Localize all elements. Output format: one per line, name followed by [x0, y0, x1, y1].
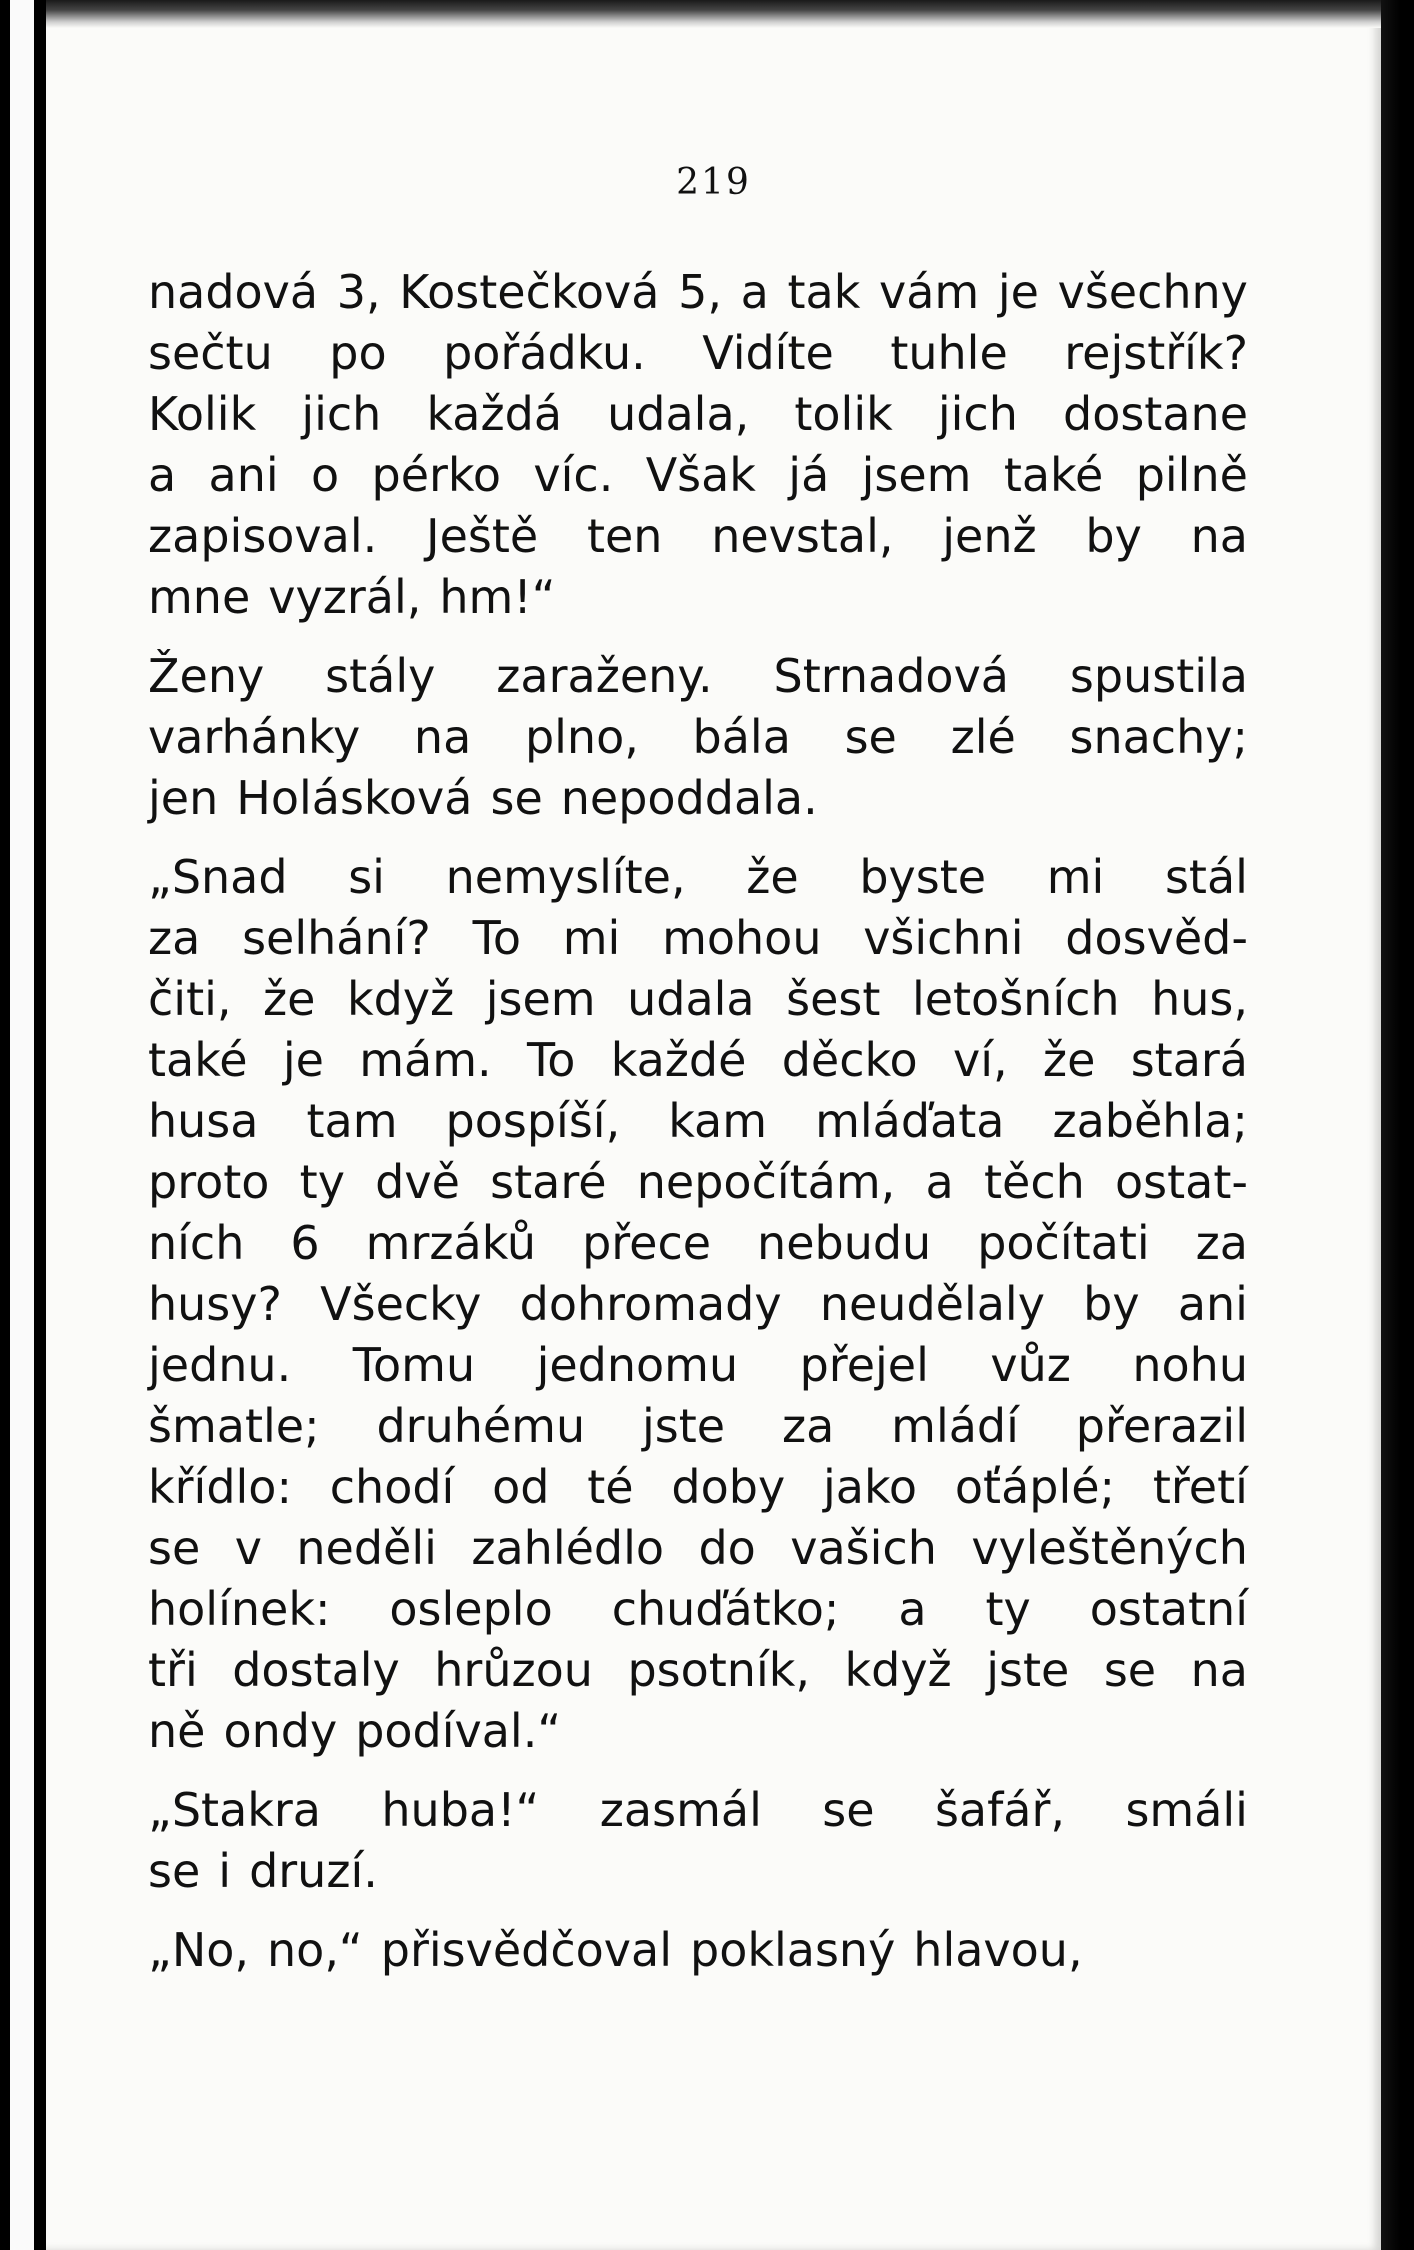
word: chuďátko; — [611, 1582, 840, 1636]
word: Kostečková — [399, 265, 660, 319]
text-line — [148, 1701, 1248, 1762]
word: i — [218, 1844, 232, 1898]
word: doby — [671, 1460, 786, 1514]
word: „No, — [148, 1923, 250, 1977]
word: každé — [610, 1033, 747, 1087]
word: pilně — [1135, 448, 1248, 502]
word: čiti, — [148, 972, 232, 1026]
word: sečtu — [148, 326, 273, 380]
word: na — [413, 710, 472, 764]
text-line — [148, 1457, 1248, 1518]
word: kam — [668, 1094, 768, 1148]
word: ty — [985, 1582, 1031, 1636]
word: a — [925, 1155, 954, 1209]
word: že — [746, 850, 799, 904]
word: všechny — [1057, 265, 1248, 319]
word: Ještě — [426, 509, 539, 563]
word: ty — [299, 1155, 345, 1209]
text-line — [148, 969, 1248, 1030]
word: také — [148, 1033, 248, 1087]
word: osleplo — [389, 1582, 553, 1636]
word: varhánky — [148, 710, 361, 764]
word: a — [148, 448, 177, 502]
word: hlavou, — [913, 1923, 1083, 1977]
word: udala, — [607, 387, 750, 441]
word: když — [844, 1643, 952, 1697]
word: ně — [148, 1704, 206, 1758]
word: jich — [301, 387, 382, 441]
word: byste — [859, 850, 987, 904]
word: by — [1083, 1277, 1140, 1331]
word: Vidíte — [702, 326, 834, 380]
word: holínek: — [148, 1582, 331, 1636]
word: tam — [306, 1094, 398, 1148]
word: křídlo: — [148, 1460, 292, 1514]
word: zlé — [950, 710, 1016, 764]
word: vyzrál, — [268, 570, 422, 624]
word: vašich — [790, 1521, 937, 1575]
word: přerazil — [1075, 1399, 1248, 1453]
text-line — [148, 262, 1248, 323]
word: zaběhla; — [1052, 1094, 1248, 1148]
word: za — [1195, 1216, 1248, 1270]
word: dosvěd- — [1065, 911, 1248, 965]
word: ten — [586, 509, 663, 563]
scan-top-edge — [46, 0, 1381, 28]
text-line — [148, 445, 1248, 506]
word: mi — [1046, 850, 1105, 904]
word: mohou — [662, 911, 822, 965]
paragraph — [148, 262, 1248, 628]
word: psotník, — [627, 1643, 810, 1697]
word: když — [347, 972, 455, 1026]
word: je — [997, 265, 1039, 319]
word: od — [492, 1460, 550, 1514]
scan-left-edge — [0, 0, 50, 2250]
word: nadová — [148, 265, 319, 319]
word: všichni — [863, 911, 1024, 965]
word: ondy — [223, 1704, 338, 1758]
word: na — [1190, 509, 1248, 563]
word: já — [788, 448, 830, 502]
paragraph — [148, 1920, 1248, 1981]
word: jen — [148, 771, 219, 825]
paragraph — [148, 1780, 1248, 1902]
text-line — [148, 847, 1248, 908]
word: stará — [1130, 1033, 1248, 1087]
word: počítati — [977, 1216, 1150, 1270]
text-line — [148, 1213, 1248, 1274]
word: jednomu — [536, 1338, 739, 1392]
word: jsem — [861, 448, 972, 502]
word: se — [490, 771, 543, 825]
text-line — [148, 1152, 1248, 1213]
word: se — [822, 1783, 875, 1837]
word: že — [1042, 1033, 1096, 1087]
word: přece — [582, 1216, 712, 1270]
word: ostatní — [1089, 1582, 1248, 1636]
word: přisvědčoval — [380, 1923, 672, 1977]
word: staré — [490, 1155, 607, 1209]
word: dostane — [1063, 387, 1248, 441]
word: To — [527, 1033, 576, 1087]
word: snachy; — [1069, 710, 1248, 764]
word: vůz — [990, 1338, 1071, 1392]
word: každá — [426, 387, 563, 441]
word: víc. — [533, 448, 614, 502]
word: dostaly — [232, 1643, 400, 1697]
word: Strnadová — [773, 649, 1009, 703]
word: ani — [1177, 1277, 1248, 1331]
word: že — [263, 972, 316, 1026]
word: 5, — [678, 265, 722, 319]
text-line — [148, 707, 1248, 768]
text-line — [148, 506, 1248, 567]
word: pospíší, — [445, 1094, 621, 1148]
word: dvě — [375, 1155, 460, 1209]
word: druhému — [376, 1399, 586, 1453]
text-line — [148, 1030, 1248, 1091]
word: hrůzou — [434, 1643, 593, 1697]
word: „Stakra — [148, 1783, 321, 1837]
word: se — [148, 1844, 201, 1898]
word: zasmál — [599, 1783, 762, 1837]
word: Kolik — [148, 387, 257, 441]
word: selhání? — [242, 911, 431, 965]
word: dohromady — [519, 1277, 782, 1331]
word: nepočítám, — [636, 1155, 896, 1209]
text-line — [148, 1396, 1248, 1457]
word: mi — [562, 911, 621, 965]
word: jednu. — [148, 1338, 292, 1392]
word: šafář, — [934, 1783, 1066, 1837]
word: ani — [208, 448, 279, 502]
text-line — [148, 908, 1248, 969]
word: mrzáků — [365, 1216, 537, 1270]
word: za — [781, 1399, 835, 1453]
word: huba!“ — [381, 1783, 540, 1837]
word: Tomu — [352, 1338, 476, 1392]
word: jste — [986, 1643, 1070, 1697]
word: stály — [325, 649, 436, 703]
text-line — [148, 1274, 1248, 1335]
word: po — [329, 326, 387, 380]
word: neudělaly — [819, 1277, 1045, 1331]
text-line — [148, 567, 1248, 628]
word: chodí — [329, 1460, 455, 1514]
word: hus, — [1151, 972, 1248, 1026]
word: Ženy — [148, 649, 265, 703]
text-line — [148, 384, 1248, 445]
word: podíval.“ — [355, 1704, 562, 1758]
text-line — [148, 1920, 1248, 1981]
word: Holásková — [236, 771, 473, 825]
word: stál — [1164, 850, 1248, 904]
word: poklasný — [690, 1923, 896, 1977]
word: zapisoval. — [148, 509, 378, 563]
word: nevstal, — [711, 509, 894, 563]
word: do — [698, 1521, 756, 1575]
word: za — [148, 911, 201, 965]
word: neděli — [296, 1521, 437, 1575]
text-line — [148, 1518, 1248, 1579]
word: tuhle — [890, 326, 1008, 380]
word: To — [472, 911, 521, 965]
word: letošních — [911, 972, 1120, 1026]
word: se — [148, 1521, 201, 1575]
text-line — [148, 1091, 1248, 1152]
word: tak — [787, 265, 861, 319]
word: oťáplé; — [954, 1460, 1116, 1514]
word: hm!“ — [439, 570, 556, 624]
word: Všecky — [320, 1277, 482, 1331]
word: ostat- — [1115, 1155, 1248, 1209]
word: nebudu — [757, 1216, 932, 1270]
word: „Snad — [148, 850, 288, 904]
word: jenž — [942, 509, 1037, 563]
word: šmatle; — [148, 1399, 320, 1453]
word: vyleštěných — [971, 1521, 1248, 1575]
word: mne — [148, 570, 251, 624]
word: je — [282, 1033, 324, 1087]
word: zaraženy. — [496, 649, 713, 703]
word: tři — [148, 1643, 198, 1697]
paragraph — [148, 646, 1248, 829]
word: nohu — [1132, 1338, 1248, 1392]
word: na — [1190, 1643, 1248, 1697]
word: mládí — [891, 1399, 1019, 1453]
word: a — [740, 265, 769, 319]
word: proto — [148, 1155, 270, 1209]
word: tolik — [794, 387, 893, 441]
word: nemyslíte, — [445, 850, 686, 904]
book-page — [46, 0, 1381, 2250]
word: jako — [822, 1460, 918, 1514]
word: o — [311, 448, 340, 502]
text-line — [148, 768, 1248, 829]
word: zahlédlo — [471, 1521, 665, 1575]
word: se — [1103, 1643, 1157, 1697]
word: jste — [642, 1399, 726, 1453]
text-line — [148, 1780, 1248, 1841]
word: jsem — [485, 972, 596, 1026]
word: v — [234, 1521, 262, 1575]
word: spustila — [1069, 649, 1248, 703]
word: a — [898, 1582, 927, 1636]
word: také — [1003, 448, 1104, 502]
word: třetí — [1152, 1460, 1248, 1514]
word: udala — [627, 972, 755, 1026]
word: pořádku. — [443, 326, 646, 380]
word: husy? — [148, 1277, 282, 1331]
word: ních — [148, 1216, 245, 1270]
word: druzí. — [249, 1844, 378, 1898]
page-number: 219 — [676, 162, 751, 203]
text-line — [148, 1335, 1248, 1396]
word: nepoddala. — [560, 771, 818, 825]
word: jich — [937, 387, 1018, 441]
word: 3, — [336, 265, 381, 319]
text-line — [148, 323, 1248, 384]
word: se — [844, 710, 897, 764]
word: té — [587, 1460, 634, 1514]
word: smáli — [1125, 1783, 1248, 1837]
text-line — [148, 1640, 1248, 1701]
word: plno, — [524, 710, 639, 764]
text-line — [148, 646, 1248, 707]
word: mám. — [359, 1033, 492, 1087]
word: vám — [878, 265, 980, 319]
word: no,“ — [267, 1923, 363, 1977]
word: rejstřík? — [1064, 326, 1248, 380]
text-line — [148, 1579, 1248, 1640]
word: šest — [786, 972, 881, 1026]
word: mláďata — [815, 1094, 1005, 1148]
text-line — [148, 1841, 1248, 1902]
word: by — [1085, 509, 1142, 563]
word: husa — [148, 1094, 259, 1148]
word: bála — [692, 710, 791, 764]
word: přejel — [799, 1338, 929, 1392]
body-text — [148, 262, 1248, 1999]
word: děcko — [781, 1033, 918, 1087]
word: pérko — [371, 448, 502, 502]
word: si — [348, 850, 385, 904]
word: ví, — [952, 1033, 1008, 1087]
paragraph — [148, 847, 1248, 1762]
word: těch — [983, 1155, 1085, 1209]
word: Však — [645, 448, 756, 502]
scan-right-edge — [1381, 0, 1414, 2250]
word: 6 — [290, 1216, 320, 1270]
